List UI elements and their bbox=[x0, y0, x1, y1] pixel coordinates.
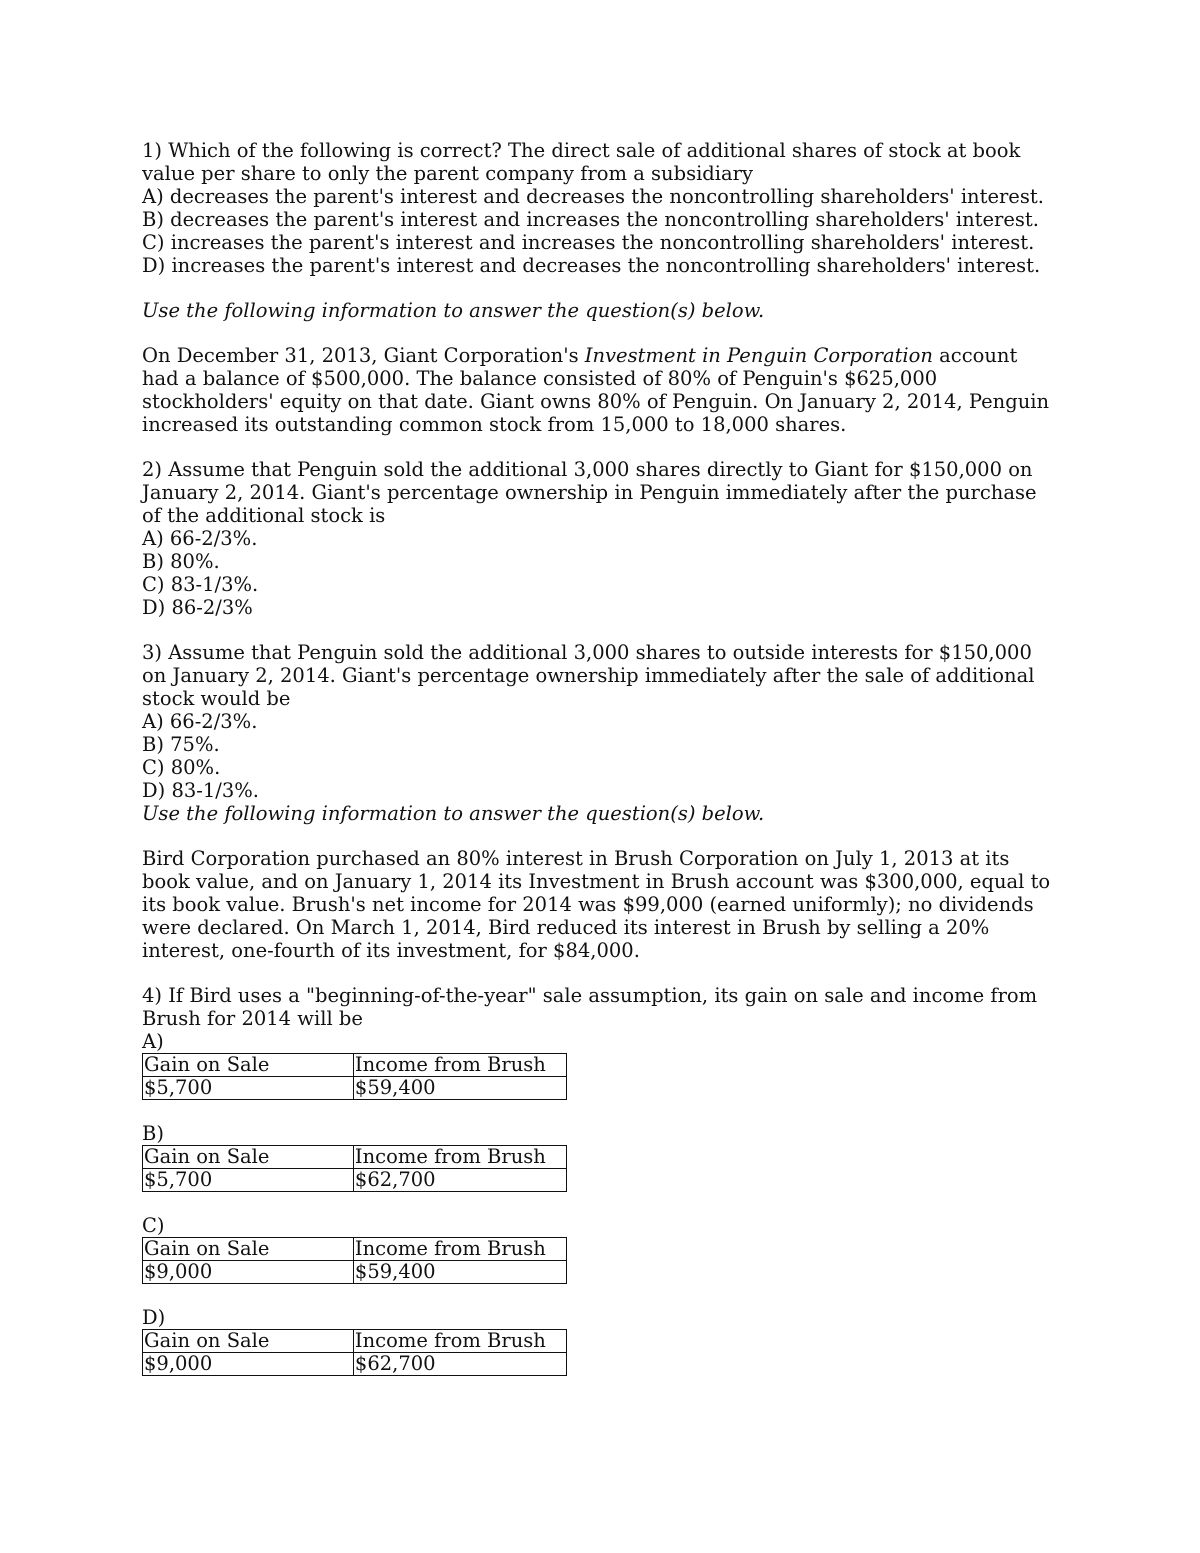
table-header-cell: Gain on Sale bbox=[143, 1054, 354, 1077]
question-2-option-d: D) 86-2/3% bbox=[142, 596, 253, 619]
info-1-line-3: stockholders' equity on that date. Giant owns 80% of Penguin. On January 2, 2014, Penguin bbox=[142, 390, 1050, 413]
info-paragraph-2 bbox=[142, 847, 1062, 962]
option-table bbox=[142, 1145, 567, 1192]
question-1-option-a: A) decreases the parent's interest and decreases the noncontrolling shareholders' interest. bbox=[142, 185, 1044, 208]
info-paragraph-1 bbox=[142, 344, 1062, 436]
question-4-stem-cont: Brush for 2014 will be bbox=[142, 1007, 363, 1030]
question-2-option-a: A) 66-2/3%. bbox=[142, 527, 258, 550]
option-label: A) bbox=[142, 1030, 164, 1053]
question-1-stem-cont: value per share to only the parent company from a subsidiary bbox=[142, 162, 753, 185]
question-4-stem: 4) If Bird uses a "beginning-of-the-year" sale assumption, its gain on sale and income from bbox=[142, 984, 1038, 1007]
info-2-line-1: Bird Corporation purchased an 80% interest in Brush Corporation on July 1, 2013 at its bbox=[142, 847, 1010, 870]
table-header-row bbox=[143, 1054, 567, 1077]
table-header-cell: Income from Brush bbox=[353, 1330, 566, 1353]
info-2-line-4: were declared. On March 1, 2014, Bird reduced its interest in Brush by selling a 20% bbox=[142, 916, 990, 939]
question-4-option-b bbox=[142, 1122, 1062, 1192]
option-table bbox=[142, 1329, 567, 1376]
option-label: C) bbox=[142, 1214, 165, 1237]
question-4 bbox=[142, 984, 1062, 1376]
question-1-stem: 1) Which of the following is correct? The direct sale of additional shares of stock at book bbox=[142, 139, 1021, 162]
info-1-line-4: increased its outstanding common stock from 15,000 to 18,000 shares. bbox=[142, 413, 847, 436]
document-page bbox=[142, 139, 1062, 1376]
question-1-option-c: C) increases the parent's interest and increases the noncontrolling shareholders' interest. bbox=[142, 231, 1035, 254]
question-3-stem-end: stock would be bbox=[142, 687, 291, 710]
question-1-option-b: B) decreases the parent's interest and increases the noncontrolling shareholders' interest. bbox=[142, 208, 1039, 231]
info-1-text-b: account bbox=[932, 344, 1018, 367]
question-2-stem-end: of the additional stock is bbox=[142, 504, 386, 527]
table-header-cell: Gain on Sale bbox=[143, 1146, 354, 1169]
info-2-line-3: its book value. Brush's net income for 2014 was $99,000 (earned uniformly); no dividends bbox=[142, 893, 1034, 916]
table-header-cell: Gain on Sale bbox=[143, 1330, 354, 1353]
question-4-option-c bbox=[142, 1214, 1062, 1284]
question-3-option-c: C) 80%. bbox=[142, 756, 221, 779]
table-cell: $59,400 bbox=[353, 1261, 566, 1284]
option-label: D) bbox=[142, 1306, 166, 1329]
table-cell: $9,000 bbox=[143, 1353, 354, 1376]
info-1-line-2: had a balance of $500,000. The balance consisted of 80% of Penguin's $625,000 bbox=[142, 367, 938, 390]
table-header-cell: Income from Brush bbox=[353, 1054, 566, 1077]
question-3-option-b: B) 75%. bbox=[142, 733, 220, 756]
question-4-option-a bbox=[142, 1030, 1062, 1100]
table-header-row bbox=[143, 1238, 567, 1261]
table-row bbox=[143, 1169, 567, 1192]
question-1-option-d: D) increases the parent's interest and decreases the noncontrolling shareholders' interest. bbox=[142, 254, 1041, 277]
question-3-stem: 3) Assume that Penguin sold the additional 3,000 shares to outside interests for $150,000 bbox=[142, 641, 1032, 664]
table-cell: $62,700 bbox=[353, 1353, 566, 1376]
table-cell: $5,700 bbox=[143, 1169, 354, 1192]
option-table bbox=[142, 1237, 567, 1284]
question-3-option-a: A) 66-2/3%. bbox=[142, 710, 258, 733]
table-row bbox=[143, 1077, 567, 1100]
info-heading-2: Use the following information to answer the question(s) below. bbox=[142, 802, 765, 825]
info-1-text-a: On December 31, 2013, Giant Corporation's bbox=[142, 344, 585, 367]
table-header-row bbox=[143, 1330, 567, 1353]
question-2 bbox=[142, 458, 1062, 619]
option-table bbox=[142, 1053, 567, 1100]
table-row bbox=[143, 1353, 567, 1376]
table-header-cell: Income from Brush bbox=[353, 1146, 566, 1169]
option-label: B) bbox=[142, 1122, 164, 1145]
table-cell: $59,400 bbox=[353, 1077, 566, 1100]
question-4-option-d bbox=[142, 1306, 1062, 1376]
table-cell: $5,700 bbox=[143, 1077, 354, 1100]
question-3 bbox=[142, 641, 1062, 802]
table-header-row bbox=[143, 1146, 567, 1169]
question-3-stem-cont: on January 2, 2014. Giant's percentage ownership immediately after the sale of additional bbox=[142, 664, 1035, 687]
question-3-option-d: D) 83-1/3%. bbox=[142, 779, 259, 802]
table-header-cell: Income from Brush bbox=[353, 1238, 566, 1261]
question-2-stem: 2) Assume that Penguin sold the additional 3,000 shares directly to Giant for $150,000 on bbox=[142, 458, 1033, 481]
table-row bbox=[143, 1261, 567, 1284]
info-2-line-5: interest, one-fourth of its investment, for $84,000. bbox=[142, 939, 640, 962]
table-cell: $9,000 bbox=[143, 1261, 354, 1284]
table-header-cell: Gain on Sale bbox=[143, 1238, 354, 1261]
question-2-option-c: C) 83-1/3%. bbox=[142, 573, 259, 596]
info-1-account-name: Investment in Penguin Corporation bbox=[584, 344, 933, 367]
info-heading-1: Use the following information to answer the question(s) below. bbox=[142, 299, 765, 322]
question-1 bbox=[142, 139, 1062, 277]
question-2-option-b: B) 80%. bbox=[142, 550, 220, 573]
question-2-stem-cont: January 2, 2014. Giant's percentage ownership in Penguin immediately after the purchase bbox=[142, 481, 1037, 504]
info-2-line-2: book value, and on January 1, 2014 its Investment in Brush account was $300,000, equal to bbox=[142, 870, 1051, 893]
table-cell: $62,700 bbox=[353, 1169, 566, 1192]
